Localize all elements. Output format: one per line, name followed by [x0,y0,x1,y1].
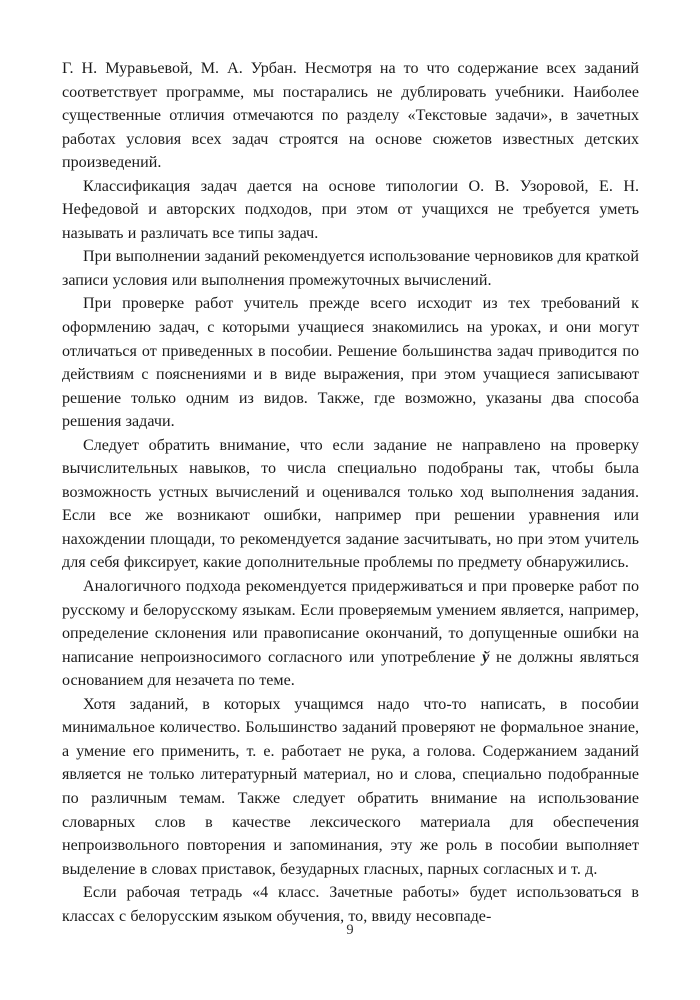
paragraph-6-text-before: Аналогичного подхода рекомендуется придерживаться и при проверке работ по русскому и белорусскому языкам. Если проверяемым умением является, например, определение склонения или правописание окончаний, то допущенные ошибки на написание непроизносимого согласного или употребление [62,578,639,666]
paragraph-1: Г. Н. Муравьевой, М. А. Урбан. Несмотря на то что содержание всех заданий соответствует программе, мы постарались не дублировать учебники. Наиболее существенные отличия отмечаются по разделу «Текстовые задачи», в зачетных работах условия всех задач строятся на основе сюжетов известных детских произведений. [62,60,639,172]
paragraph-5: Следует обратить внимание, что если задание не направлено на проверку вычислительных навыков, то числа специально подобраны так, чтобы была возможность устных вычислений и оценивался только ход выполнения задания. Если все же возникают ошибки, например при решении уравнения или нахождении площади, то рекомендуется задание засчитывать, но при этом учитель для себя фиксирует, какие дополнительные проблемы по предмету обнаружились. [62,436,639,572]
paragraph-7: Хотя заданий, в которых учащимся надо что-то написать, в пособии минимальное количество. Большинство заданий проверяют не формальное знание, а умение его применить, т. е. работает не рука, а голова. Содержанием заданий является не только литературный материал, но и слова, специально подобранные по различным темам. Также следует обратить внимание на использование словарных слов в качестве лексического материала для обеспечения непроизвольного повторения и запоминания, эту же роль в пособии выполняет выделение в словах приставок, безударных гласных, парных согласных и т. д. [62,695,639,878]
belarusian-letter-emphasis: ў [482,648,490,666]
paragraph-6 [62,575,639,693]
page-number: 9 [346,922,354,938]
paragraph-4: При проверке работ учитель прежде всего исходит из тех требований к оформлению задач, с которыми учащиеся знакомились на уроках, и они могут отличаться от приведенных в пособии. Решение большинства задач приводится по действиям с пояснениями и в виде выражения, при этом учащиеся записывают решение только одним из видов. Также, где возможно, указаны два способа решения задачи. [62,295,639,431]
paragraph-3: При выполнении заданий рекомендуется использование черновиков для краткой записи условия или выполнения промежуточных вычислений. [62,248,639,289]
paragraph-6-text-after: не должны являться основанием для незачета по теме. [62,648,640,690]
body-text-block [62,57,639,928]
paragraph-8: Если рабочая тетрадь «4 класс. Зачетные работы» будет использоваться в классах с белорусским языком обучения, то, ввиду несовпаде- [62,884,639,925]
paragraph-2: Классификация задач дается на основе типологии О. В. Узоровой, Е. Н. Нефедовой и авторских подходов, при этом от учащихся не требуется уметь называть и различать все типы задач. [62,177,639,242]
